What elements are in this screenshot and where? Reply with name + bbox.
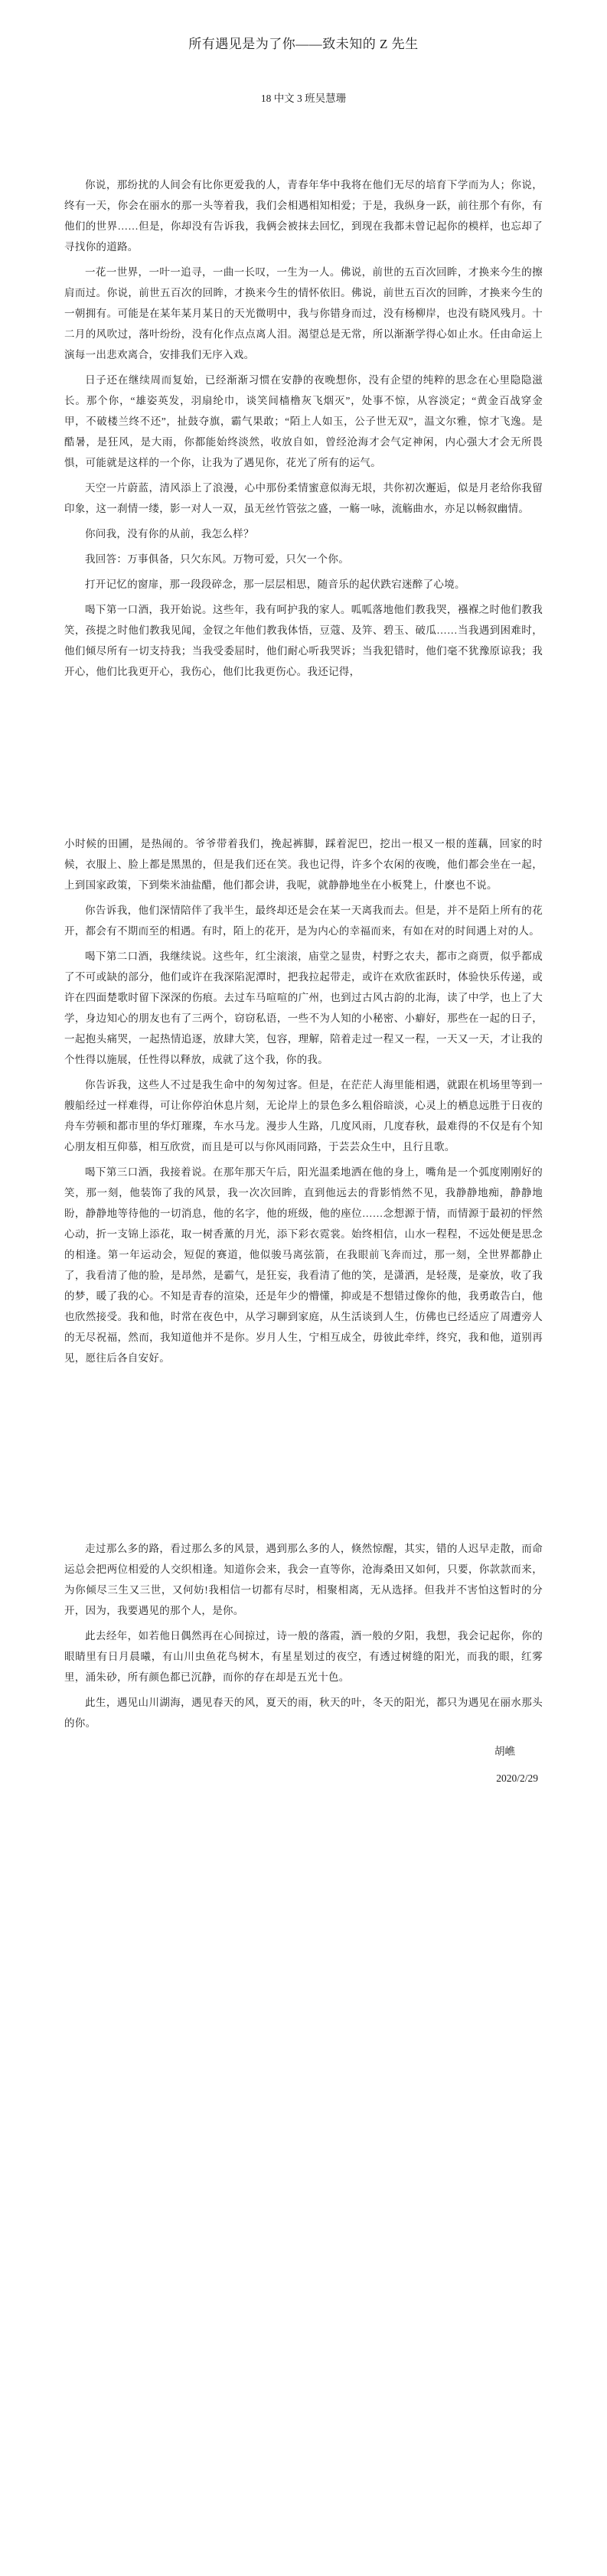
paragraph-15: 此生，遇见山川湖海，遇见春天的风，夏天的雨，秋天的叶，冬天的阳光，都只为遇见在丽水那头的你。: [64, 1697, 543, 1729]
paragraph-3: 日子还在继续周而复始，已经渐渐习惯在安静的夜晚想你，没有企望的纯粹的思念在心里隐隐滋长。那个你，“雄姿英发，羽扇纶巾，谈笑间樯橹灰飞烟灭”，处事不惊，从容淡定；“黄金百战穿金甲，不破楼兰终不还”，扯鼓夺旗，霸气果敢；“陌上人如玉，公子世无双”，温文尔雅，惊才飞逸。是酷暑，是狂风，是大雨，你都能始终淡然，收放自如，曾经沧海才会气定神闲，内心强大才会无所畏惧，可能就是这样的一个你，让我为了遇见你，花光了所有的运气。: [64, 374, 543, 468]
paragraph-4: 天空一片蔚蓝，清风添上了浪漫，心中那份柔情蜜意似海无垠，共你初次邂逅，似是月老给你我留印象，这一刹情一缕，影一对人一双，虽无丝竹管弦之盛，一觞一咏，流觞曲水，亦足以畅叙幽情。: [64, 482, 543, 514]
paragraph-11: 你告诉我，这些人不过是我生命中的匆匆过客。但是，在茫茫人海里能相遇，就跟在机场里等到一艘船经过一样难得，可让你停泊休息片刻，无论岸上的景色多么粗俗暗淡，心灵上的栖息远胜于日夜的舟车劳顿和都市里的华灯璀璨，车水马龙。漫步人生路，几度风雨，几度春秋，最难得的不仅是有个知心朋友相互仰慕，相互欣赏，而且是可以与你风雨同路，于芸芸众生中，且行且歌。: [64, 1079, 543, 1153]
paragraph-8: 喝下第一口酒，我开始说。这些年，我有呵护我的家人。呱呱落地他们教我哭，襁褓之时他们教我笑，孩提之时他们教我见闻，金钗之年他们教我体悟，豆蔻、及笄、碧玉、破瓜……当我遇到困难时，他们倾尽所有一切支持我；当我受委屈时，他们耐心听我哭诉；当我犯错时，他们毫不犹豫原谅我；我开心，他们比我更开心，我伤心，他们比我更伤心。我还记得，: [64, 604, 543, 677]
author-line: 18 中文 3 班吴慧珊: [260, 93, 347, 104]
paragraph-2: 一花一世界，一叶一追寻，一曲一长叹，一生为一人。佛说，前世的五百次回眸，才换来今生的擦肩而过。你说，前世五百次的回眸，才换来今生的情怀依旧。佛说，前世五百次的回眸，才换来今生的一朝拥有。可能是在某年某月某日的天光微明中，我与你错身而过，没有杨柳岸，也没有晓风残月。十二月的风吹过，落叶纷纷，没有化作点点离人泪。渴望总是无常，所以渐渐学得心如止水。任由命运上演每一出悲欢离合，安排我们无序入戏。: [64, 266, 543, 360]
paragraph-1: 你说，那纷扰的人间会有比你更爱我的人，青春年华中我将在他们无尽的培育下学而为人；你说，终有一天，你会在丽水的那一头等着我，我们会相遇相知相爱；于是，我纵身一跃，前往那个有你，有他们的世界……但是，你却没有告诉我，我俩会被抹去回忆，到现在我都未曾记起你的模样，也忘却了寻找你的道路。: [64, 179, 543, 253]
signature-date: 2020/2/29: [496, 1772, 538, 1784]
signature-name: 胡嶕: [494, 1746, 515, 1757]
paragraph-7: 打开记忆的窗扉，那一段段碎念，那一层层相思，随音乐的起伏跌宕迷醉了心境。: [85, 579, 465, 590]
paragraph-5: 你问我，没有你的从前，我怎么样？: [85, 528, 254, 540]
paragraph-12: 喝下第三口酒，我接着说。在那年那天午后，阳光温柔地洒在他的身上，嘴角是一个弧度刚刚好的笑，那一刻，他装饰了我的风景，我一次次回眸，直到他远去的背影悄然不见，我静静地痴，静静地盼，静静地等待他的一切消息，他的名字，他的班级，他的座位……念想源于情，而情源于最初的怦然心动，折一支锦上添花，取一树香薰的月光，添下彩衣霓裳。始终相信，山水一程程，不远处便是思念的相逢。第一年运动会，短促的赛道，他似骏马离弦箭，在我眼前飞奔而过，那一刻，全世界都静止了，我看清了他的脸，是昂然，是霸气，是狂妄，我看清了他的笑，是潇洒，是轻蔑，是豪放，收了我的梦，暖了我的心。不知是青春的渲染，还是年少的懵懂，抑或是不想错过像你的他，我勇敢告白，他也欣然接受。我和他，时常在夜色中，从学习聊到家庭，从生活谈到人生，仿佛也已经适应了周遭旁人的无尽祝福，然而，我知道他并不是你。岁月人生，宁相互成全，毋彼此牵绊，终究，我和他，道别再见，愿往后各自安好。: [64, 1166, 543, 1364]
paragraph-10: 喝下第二口酒，我继续说。这些年，红尘滚滚，庙堂之显贵，村野之农夫，都市之商贾，似乎都成了不可或缺的部分，他们或许在我深陷泥潭时，把我拉起带走，或许在欢欣雀跃时，体验快乐传递，或许在四面楚歌时留下深深的伤痕。去过车马喧喧的广州，也到过古风古韵的北海，读了中学，也上了大学，身边知心的朋友也有了三两个，窃窃私语，一些不为人知的小秘密、小癖好，那些在一起的日子，一起抱头痛哭，一起热情追逐，放肆大笑，包容，理解，陪着走过一程又一程，一天又一天，才让我的个性得以施展，任性得以释放，成就了这个我，你的我。: [64, 951, 543, 1065]
page-break-gap: [64, 686, 543, 829]
paragraph-14: 此去经年，如若他日偶然再在心间掠过，诗一般的落霞，酒一般的夕阳，我想，我会记起你，你的眼睛里有日月晨曦，有山川虫鱼花鸟树木，有星星划过的夜空，有透过树缝的阳光，而我的眼，红雾里，涌朱砂，所有颜色都已沉静，而你的存在却是五光十色。: [64, 1630, 543, 1683]
document-title: 所有遇见是为了你——致未知的 Z 先生: [188, 37, 419, 51]
page-break-gap: [64, 1373, 543, 1534]
paragraph-13: 走过那么多的路，看过那么多的风景，遇到那么多的人，倏然惊醒，其实，错的人迟早走散，而命运总会把两位相爱的人交织相逢。知道你会来，我会一直等你，沧海桑田又如何，只要，你款款而来，为你倾尽三生又三世，又何妨!我相信一切都有尽时，相聚相离，无从选择。但我并不害怕这暂时的分开，因为，我要遇见的那个人，是你。: [64, 1543, 543, 1616]
paragraph-8-continued: 小时候的田圃，是热闹的。爷爷带着我们，挽起裤脚，踩着泥巴，挖出一根又一根的莲藕，回家的时候，衣服上、脸上都是黑黑的，但是我们还在笑。我也记得，许多个农闲的夜晚，他们都会坐在一起，上到国家政策，下到柴米油盐醋，他们都会讲，我呢，就静静地坐在小板凳上，什麽也不说。: [64, 838, 543, 891]
paragraph-9: 你告诉我，他们深情陪伴了我半生，最终却还是会在某一天离我而去。但是，并不是陌上所有的花开，都会有不期而至的相遇。有时，陌上的花开，是为内心的幸福而来，有如在对的时间遇上对的人。: [64, 905, 543, 937]
paragraph-6: 我回答：万事俱备，只欠东风。万物可爱，只欠一个你。: [85, 553, 349, 565]
